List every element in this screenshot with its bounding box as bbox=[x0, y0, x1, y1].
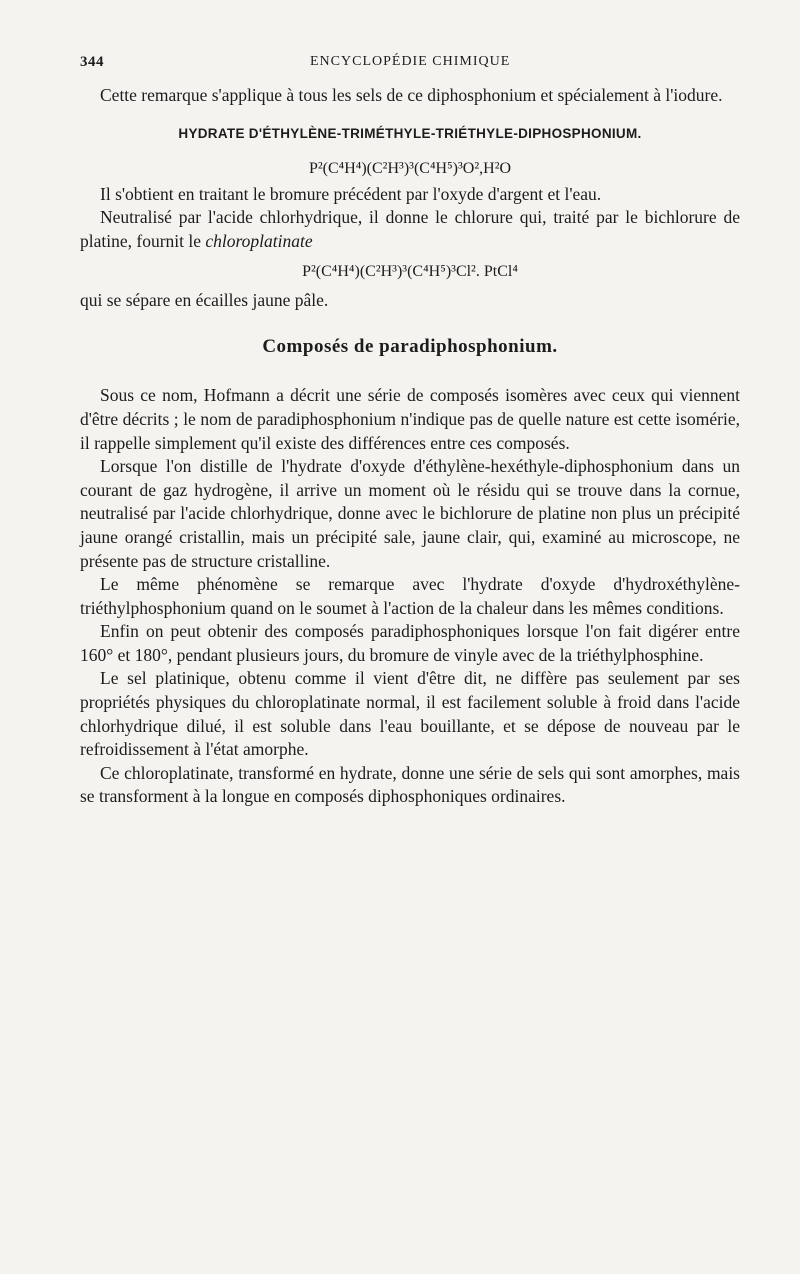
paragraph-preparation: Il s'obtient en traitant le bromure précédent par l'oxyde d'argent et l'eau. bbox=[100, 183, 602, 204]
paragraph-bromure-vinyle: Enfin on peut obtenir des composés paradiphosphoniques lorsque l'on fait digérer entre 160° et 180°, pendant plusieurs jours, du bromure de vinyle avec de la triéthylphosphine. bbox=[80, 621, 740, 665]
paragraph-hofmann: Sous ce nom, Hofmann a décrit une série de composés isomères avec ceux qui viennent d'être décrits ; le nom de paradiphosphonium n'indique pas de quelle nature est cette isomérie, il rappelle simplement qu'il existe des différences entre ces composés. bbox=[80, 385, 740, 453]
paragraph-iodure-remark: Cette remarque s'applique à tous les sels de ce diphosphonium et spécialement à l'iodure. bbox=[100, 85, 723, 105]
section-title-hydrate: HYDRATE D'ÉTHYLÈNE-TRIMÉTHYLE-TRIÉTHYLE-DIPHOSPHONIUM. bbox=[178, 125, 642, 141]
paragraph-distillation: Lorsque l'on distille de l'hydrate d'oxyde d'éthylène-hexéthyle-diphosphonium dans un courant de gaz hydrogène, il arrive un moment où le résidu qui se trouve dans la cornue, neutralisé par l'acide chlorhydrique, donne avec le bichlorure de platine non plus un précipité jaune orangé cristallin, mais un précipité sale, jaune clair, qui, examiné au microscope, ne présente pas de structure cristalline. bbox=[80, 456, 740, 571]
section-heading-paradiphosphonium: Composés de paradiphosphonium. bbox=[262, 335, 558, 357]
paragraph-ecailles: qui se sépare en écailles jaune pâle. bbox=[80, 290, 329, 311]
paragraph-neutralisation bbox=[80, 206, 740, 253]
page-header bbox=[80, 50, 740, 74]
page-number: 344 bbox=[80, 54, 104, 70]
paragraph-sel-platinique: Le sel platinique, obtenu comme il vient d'être dit, ne diffère pas seulement par ses propriétés physiques du chloroplatinate normal, il est facilement soluble à froid dans l'acide chlorhydrique dilué, il est soluble dans l'eau bouillante, et se dépose de nouveau par le refroidissement à l'état amorphe. bbox=[80, 668, 740, 760]
paragraph-meme-phenomene: Le même phénomène se remarque avec l'hydrate d'oxyde d'hydroxéthylène-triéthylphosphonium quand on le soumet à l'action de la chaleur dans les mêmes conditions. bbox=[80, 574, 740, 618]
formula-chloroplatinate: P²(C⁴H⁴)(C²H³)³(C⁴H⁵)³Cl². PtCl⁴ bbox=[302, 262, 518, 280]
running-head: ENCYCLOPÉDIE CHIMIQUE bbox=[310, 54, 511, 69]
paragraph-neutralisation-text: Neutralisé par l'acide chlorhydrique, il donne le chlorure qui, traité par le bichlorure de platine, fournit le bbox=[80, 207, 740, 251]
paragraph-chloroplatinate-hydrate: Ce chloroplatinate, transformé en hydrate, donne une série de sels qui sont amorphes, mais se transforment à la longue en composés diphosphoniques ordinaires. bbox=[80, 762, 740, 807]
formula-hydrate: P²(C⁴H⁴)(C²H³)³(C⁴H⁵)³O²,H²O bbox=[308, 160, 512, 178]
body-text bbox=[80, 84, 740, 809]
chloroplatinate-term: chloroplatinate bbox=[205, 230, 313, 251]
